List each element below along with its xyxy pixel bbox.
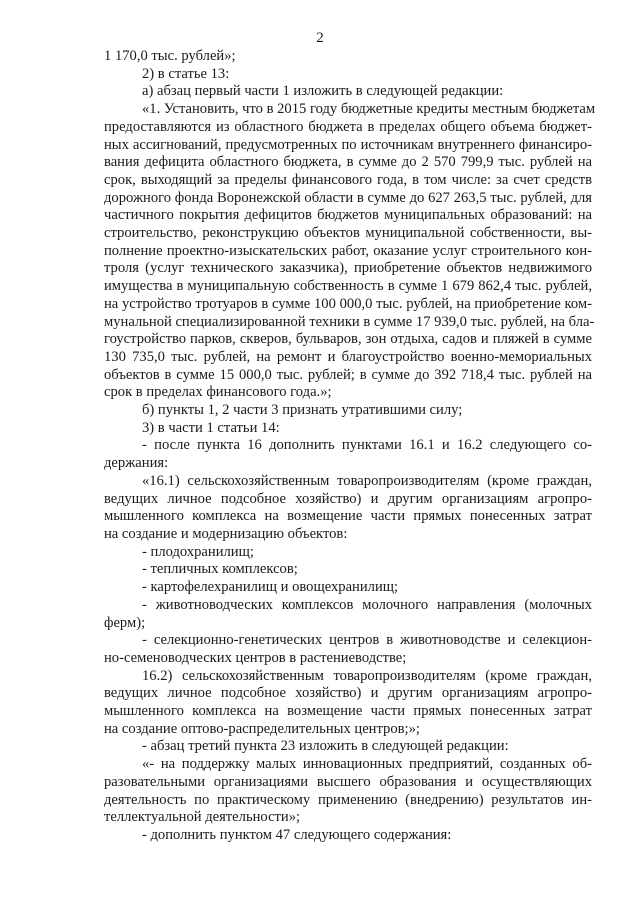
text-line: предоставляются из областного бюджета в пределах общего объема бюджет- bbox=[104, 118, 592, 135]
text-line: ферм); bbox=[104, 614, 146, 631]
text-line: ных ассигнований, предусмотренных по источникам внутреннего финансиро- bbox=[104, 136, 592, 153]
text-line: - дополнить пунктом 47 следующего содержания: bbox=[142, 826, 452, 843]
text-line: - плодохранилищ; bbox=[142, 543, 254, 560]
text-line: 2) в статье 13: bbox=[142, 65, 230, 82]
text-line: на устройство тротуаров в сумме 100 000,0 тыс. рублей, на приобретение ком- bbox=[104, 295, 592, 312]
page-number: 2 bbox=[316, 30, 324, 46]
text-line: 16.2) сельскохозяйственным товаропроизводителям (кроме граждан, bbox=[142, 667, 592, 684]
text-line: 1 170,0 тыс. рублей»; bbox=[104, 48, 236, 64]
text-line: «1. Установить, что в 2015 году бюджетные кредиты местным бюджетам bbox=[142, 101, 596, 118]
text-line: вания дефицита областного бюджета, в сумме до 2 570 799,9 тыс. рублей на bbox=[104, 154, 592, 171]
text-line: полнение проектно-изыскательских работ, оказание услуг строительного кон- bbox=[104, 242, 592, 259]
text-line: деятельность по практическому применению (внедрению) результатов ин- bbox=[104, 791, 592, 808]
text-line: держания: bbox=[104, 455, 169, 472]
text-line: разовательными организациями высшего образования и осуществляющих bbox=[104, 773, 592, 790]
text-line: на создание оптово-распределительных центров;»; bbox=[104, 720, 420, 737]
text-line: объектов в сумме 15 000,0 тыс. рублей; в сумме до 392 718,4 тыс. рублей на bbox=[104, 366, 592, 383]
text-line: дорожного фонда Воронежской области в сумме до 627 263,5 тыс. рублей, для bbox=[104, 189, 592, 206]
text-line: а) абзац первый части 1 изложить в следующей редакции: bbox=[142, 83, 504, 100]
text-line: - после пункта 16 дополнить пунктами 16.1 и 16.2 следующего со- bbox=[142, 437, 592, 454]
text-line: мышленного комплекса на возмещение части прямых понесенных затрат bbox=[104, 508, 592, 525]
text-line: теллектуальной деятельности»; bbox=[104, 809, 301, 826]
text-line: - тепличных комплексов; bbox=[142, 561, 298, 578]
text-line: срок, выходящий за пределы финансового года, в том числе: за счет средств bbox=[104, 171, 592, 188]
text-line: срок в пределах финансового года.»; bbox=[104, 384, 332, 401]
text-line: - абзац третий пункта 23 изложить в следующей редакции: bbox=[142, 738, 509, 755]
text-line: ведущих личное подсобное хозяйство) и другим организациям агропро- bbox=[104, 490, 592, 507]
text-line: «16.1) сельскохозяйственным товаропроизводителям (кроме граждан, bbox=[142, 472, 592, 489]
document-body bbox=[104, 48, 596, 845]
text-line: ведущих личное подсобное хозяйство) и другим организациям агропро- bbox=[104, 685, 592, 702]
text-line: - картофелехранилищ и овощехранилищ; bbox=[142, 579, 399, 596]
text-line: «- на поддержку малых инновационных предприятий, созданных об- bbox=[142, 756, 592, 773]
text-line: 3) в части 1 статьи 14: bbox=[142, 419, 280, 436]
text-line: б) пункты 1, 2 части 3 признать утратившими силу; bbox=[142, 402, 463, 419]
text-line: на создание и модернизацию объектов: bbox=[104, 525, 348, 542]
text-line: мышленного комплекса на возмещение части прямых понесенных затрат bbox=[104, 703, 592, 720]
text-line: - животноводческих комплексов молочного направления (молочных bbox=[142, 596, 592, 613]
text-line: имущества в муниципальную собственность в сумме 1 679 862,4 тыс. рублей, bbox=[104, 278, 592, 295]
text-line: гоустройство парков, скверов, бульваров, зон отдыха, садов и пляжей в сумме bbox=[104, 331, 592, 348]
text-line: частичного покрытия дефицитов бюджетов муниципальных образований: на bbox=[104, 207, 592, 224]
text-line: - селекционно-генетических центров в животноводстве и селекцион- bbox=[142, 632, 592, 649]
text-line: строительство, реконструкцию объектов муниципальной собственности, вы- bbox=[104, 225, 592, 242]
text-line: но-семеноводческих центров в растениеводстве; bbox=[104, 649, 407, 666]
text-line: троля (услуг технического заказчика), приобретение объектов недвижимого bbox=[104, 260, 592, 277]
text-line: 130 735,0 тыс. рублей, на ремонт и благоустройство военно-мемориальных bbox=[104, 348, 592, 365]
text-line: мунальной специализированной техники в сумме 17 939,0 тыс. рублей, на бла- bbox=[104, 313, 595, 330]
